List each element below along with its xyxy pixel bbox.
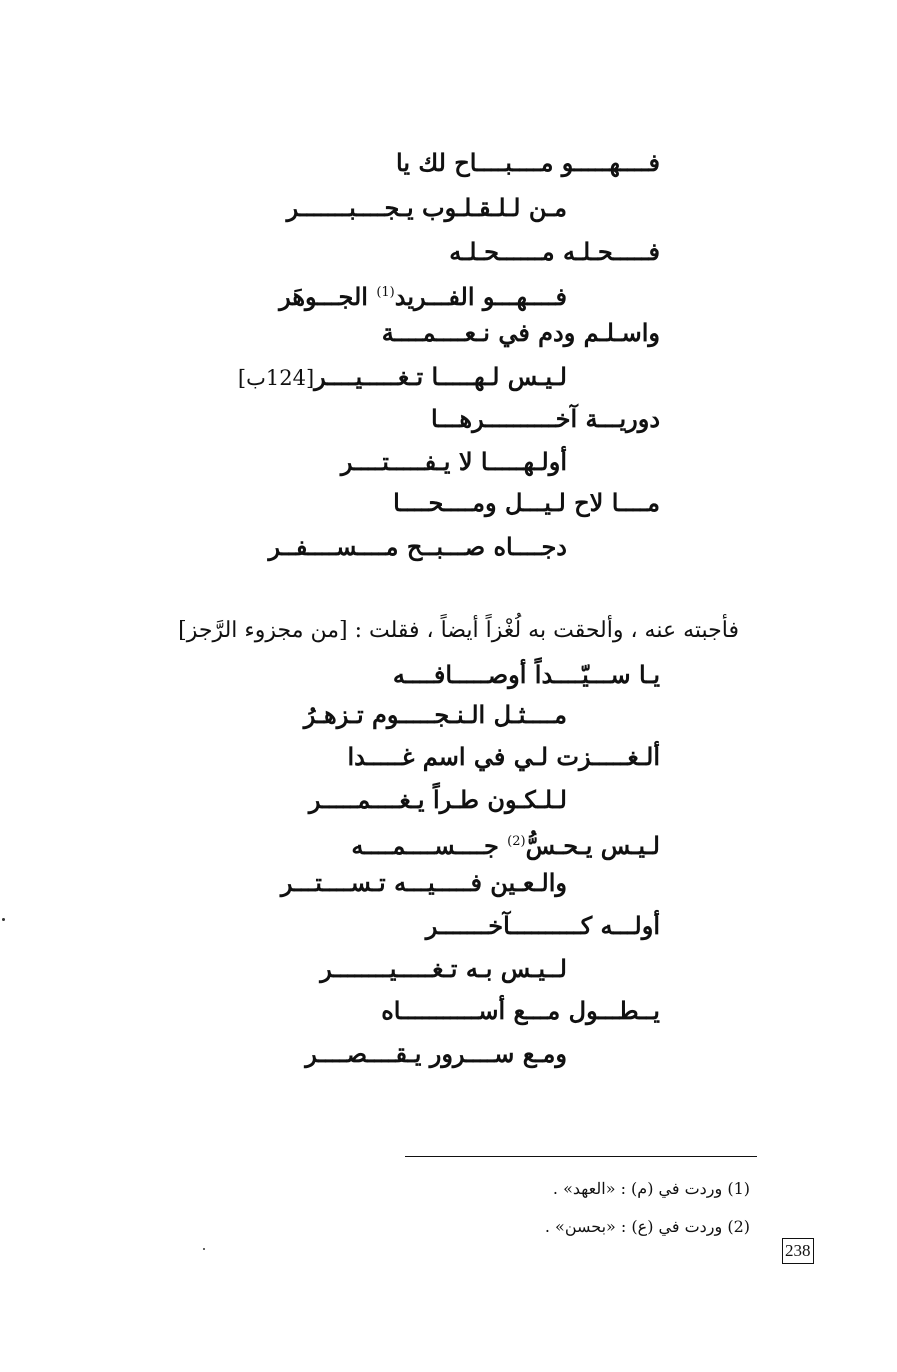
poem1-line-5: واسـلـم ودم في نـعــــمــــة [381, 318, 660, 347]
poem2-line-10: ومـع ســــرور يـقــــصــــر [305, 1039, 567, 1068]
poem2-line-6: والـعـين فـــــيـــه تـســــتـــر [280, 868, 567, 897]
poem1-line-2: مـن لـلـقـلـوب يـجــــبـــــــر [286, 193, 567, 222]
poem2-line-7: أولـــه كــــــــــآخـــــــر [425, 911, 660, 940]
poem2-line-3: ألـغـــــزت لـي في اسم غـــــدا [347, 742, 660, 771]
footnote-2: (2) وردت في (ع) : «بحسن» . [544, 1217, 750, 1236]
section-intro: فأجبته عنه ، وألحقت به لُغْزاً أيضاً ، فقلت : [من مجزوء الرَّجز] [178, 618, 739, 643]
poem1-line-7: دوريـــة آخــــــــــرهـــا [431, 404, 660, 433]
scan-speck [203, 1248, 205, 1250]
poem2-line-5-b: جــــســــمــــه [351, 831, 499, 860]
poem2-line-9: يــطـــول مـــع أســـــــــــاه [381, 996, 660, 1025]
poem1-line-4-a: فــــهـــو الفـــريد [394, 282, 567, 311]
poem2-line-5-a: لـيـس يـحـسُّ [525, 831, 660, 860]
footnote-divider [405, 1156, 757, 1157]
poem1-line-3: فـــــحـلـه مــــــحـلـه [449, 237, 660, 266]
poem2-line-1: يـا ســـيّــــداً أوصـــــافــــه [392, 660, 660, 689]
page-number: 238 [782, 1238, 814, 1264]
poem1-line-9: مــــا لاح لـيـــل ومــــحــــا [393, 488, 660, 517]
poem1-line-6-a: لـيـس لـهـــــا تـغـــــيــــر [314, 362, 567, 391]
poem2-line-4: لـلـكـون طـراً يـغــــمـــــر [308, 785, 567, 814]
footnote-mark-1: (1) [376, 285, 395, 300]
poem1-line-8: أولـهـــــا لا يـفـــــتــــر [340, 447, 567, 476]
poem1-line-4-b: الجـــوهَر [279, 282, 368, 311]
footnote-1: (1) وردت في (م) : «العهد» . [552, 1179, 750, 1198]
poem2-line-8: لــيـس بـه تـغـــــيــــــــر [320, 954, 567, 983]
poem1-line-1: فــــهـــــو مــــبــــاح لك يا [396, 148, 660, 177]
poem1-line-4 [279, 278, 567, 312]
scan-speck [2, 918, 5, 921]
poem2-line-2: مــــثـل الـنـجـــــوم تـزهـرُ [303, 700, 567, 729]
poem2-line-5 [351, 827, 660, 861]
poem1-line-6 [238, 362, 567, 393]
footnote-mark-2: (2) [507, 834, 526, 849]
poem1-line-10: دجــــاه صـــبــح مــــســــفــر [268, 532, 567, 561]
folio-marker: [124ب] [237, 366, 315, 390]
